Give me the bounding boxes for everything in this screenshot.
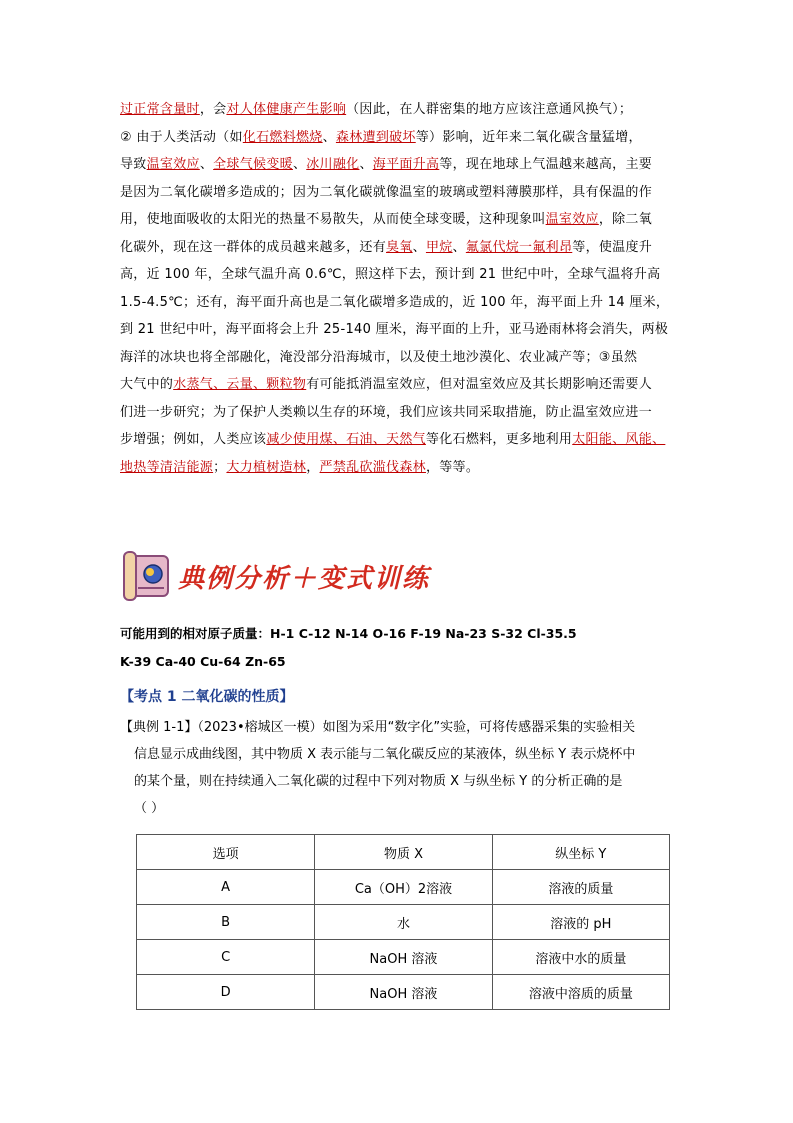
- text-segment: 们进一步研究；为了保护人类赖以生存的环境，我们应该共同采取措施，防止温室效应进一: [120, 404, 653, 420]
- highlighted-term: 森林遭到破坏: [335, 129, 416, 145]
- text-segment: 到 21 世纪中叶，海平面将会上升 25-140 厘米，海平面的上升，亚马逊雨林将会消失，两极: [120, 322, 669, 337]
- table-cell: 溶液的 pH: [492, 905, 669, 940]
- example-line: （ ）: [134, 801, 165, 816]
- paragraph-line: [120, 454, 680, 482]
- highlighted-term: 全球气候变暖: [213, 157, 293, 172]
- highlighted-term: 严禁乱砍滥伐森林: [319, 459, 426, 475]
- highlighted-term: 海平面升高: [372, 157, 440, 172]
- table-cell: 溶液的质量: [492, 870, 669, 905]
- highlighted-term: 减少使用煤、石油、天然气: [266, 432, 426, 447]
- paragraph-line: [120, 124, 680, 152]
- text-segment: ，会: [199, 102, 227, 117]
- example-question: [120, 714, 680, 822]
- text-segment: ② 由于人类活动（如: [120, 129, 243, 145]
- table-cell: 水: [315, 905, 492, 940]
- highlighted-term: 温室效应: [146, 157, 200, 172]
- highlighted-term: 对人体健康产生影响: [226, 102, 347, 117]
- text-segment: 等，使温度升: [572, 239, 653, 255]
- text-segment: 、: [452, 239, 466, 255]
- table-cell: D: [137, 975, 315, 1010]
- text-segment: 海洋的冰块也将全部融化，淹没部分沿海城市，以及使土地沙漠化、农业减产等；③虽然: [120, 349, 638, 365]
- paragraph-line: [120, 344, 680, 372]
- text-segment: 、: [292, 157, 307, 172]
- text-segment: 等）影响，近年来二氧化碳含量猛增，: [415, 129, 642, 145]
- text-segment: 大气中的: [120, 377, 174, 392]
- highlighted-term: 臭氧: [386, 239, 413, 255]
- text-segment: 化碳外，现在这一群体的成员越来越多，还有: [120, 239, 387, 255]
- text-segment: 等，现在地球上气温越来越高，主要: [439, 157, 653, 172]
- section-banner: [120, 548, 460, 604]
- text-segment: 有可能抵消温室效应，但对温室效应及其长期影响还需要人: [306, 377, 653, 392]
- paragraph-line: [120, 289, 680, 317]
- highlighted-term: 大力植树造林: [226, 459, 307, 475]
- table-row: [137, 905, 670, 940]
- highlighted-term: 化石燃料燃烧: [242, 129, 323, 145]
- highlighted-term: 氟氯代烷一氟利昂: [465, 239, 573, 255]
- text-segment: 等化石燃料，更多地利用: [425, 432, 573, 447]
- text-segment: 高，近 100 年，全球气温升高 0.6℃，照这样下去，预计到 21 世纪中叶，全球气温将升高: [120, 267, 661, 282]
- table-cell: NaOH 溶液: [315, 940, 492, 975]
- paragraph-line: [120, 399, 680, 427]
- banner-title: 典例分析＋变式训练: [178, 564, 431, 594]
- text-segment: 、: [412, 239, 426, 255]
- text-segment: ，除二氧: [598, 212, 653, 227]
- text-segment: 1.5-4.5℃；还有，海平面升高也是二氧化碳增多造成的，近 100 年，海平面上升 14 厘米，: [120, 294, 670, 310]
- table-header-cell: 纵坐标 Y: [492, 835, 669, 870]
- text-segment: 、: [199, 157, 214, 172]
- paragraph-line: [120, 234, 680, 262]
- text-segment: ；: [213, 459, 227, 475]
- highlighted-term: 水蒸气、云量、颗粒物: [173, 377, 307, 392]
- table-cell: A: [137, 870, 315, 905]
- highlighted-term: 温室效应: [545, 212, 599, 227]
- table-header-cell: 选项: [137, 835, 315, 870]
- paragraph-line: [120, 261, 680, 289]
- table-row: [137, 975, 670, 1010]
- text-segment: 导致: [120, 157, 147, 172]
- text-segment: 、: [359, 157, 373, 172]
- highlighted-term: 冰川融化: [306, 157, 360, 172]
- example-line: 信息显示成曲线图，其中物质 X 表示能与二氧化碳反应的某液体，纵坐标 Y 表示烧杯中: [134, 747, 636, 762]
- text-segment: 步增强；例如，人类应该: [120, 432, 267, 447]
- text-segment: 用，使地面吸收的太阳光的热量不易散失，从而使全球变暖，这种现象叫: [120, 212, 546, 227]
- atomic-mass-line-1: 可能用到的相对原子质量：H-1 C-12 N-14 O-16 F-19 Na-23 S-32 Cl-35.5: [120, 626, 577, 641]
- table-cell: 溶液中溶质的质量: [492, 975, 669, 1010]
- table-row: [137, 940, 670, 975]
- body-paragraph: [120, 96, 680, 481]
- atomic-mass-line-2: K-39 Ca-40 Cu-64 Zn-65: [120, 654, 286, 669]
- highlighted-term: 甲烷: [425, 239, 453, 255]
- table-header-cell: 物质 X: [315, 835, 492, 870]
- text-segment: 、: [322, 129, 336, 145]
- table-cell: 溶液中水的质量: [492, 940, 669, 975]
- example-line: 【典例 1-1】（2023•榕城区一模）如图为采用“数字化”实验，可将传感器采集的实验相关: [120, 720, 636, 735]
- paragraph-line: [120, 206, 680, 234]
- paragraph-line: [120, 426, 680, 454]
- table-header-row: [137, 835, 670, 870]
- text-segment: ，: [306, 459, 320, 475]
- highlighted-term: 过正常含量时: [120, 102, 200, 117]
- text-segment: 是因为二氧化碳增多造成的；因为二氧化碳就像温室的玻璃或塑料薄膜那样，具有保温的作: [120, 184, 653, 200]
- table-cell: NaOH 溶液: [315, 975, 492, 1010]
- table-cell: B: [137, 905, 315, 940]
- paragraph-line: [120, 96, 680, 124]
- paragraph-line: [120, 371, 680, 399]
- text-segment: ，等等。: [425, 459, 480, 475]
- table-row: [137, 870, 670, 905]
- highlighted-term: 地热等清洁能源: [120, 459, 214, 475]
- kaodian-heading: 【考点 1 二氧化碳的性质】: [120, 689, 294, 705]
- text-segment: （因此，在人群密集的地方应该注意通风换气）；: [346, 102, 633, 117]
- example-line: 的某个量，则在持续通入二氧化碳的过程中下列对物质 X 与纵坐标 Y 的分析正确的是: [134, 774, 623, 789]
- table-cell: Ca（OH）2溶液: [315, 870, 492, 905]
- paragraph-line: [120, 316, 680, 344]
- paragraph-line: [120, 179, 680, 207]
- options-table: [136, 834, 670, 1010]
- table-cell: C: [137, 940, 315, 975]
- paragraph-line: [120, 151, 680, 179]
- highlighted-term: 太阳能、风能、: [572, 432, 666, 447]
